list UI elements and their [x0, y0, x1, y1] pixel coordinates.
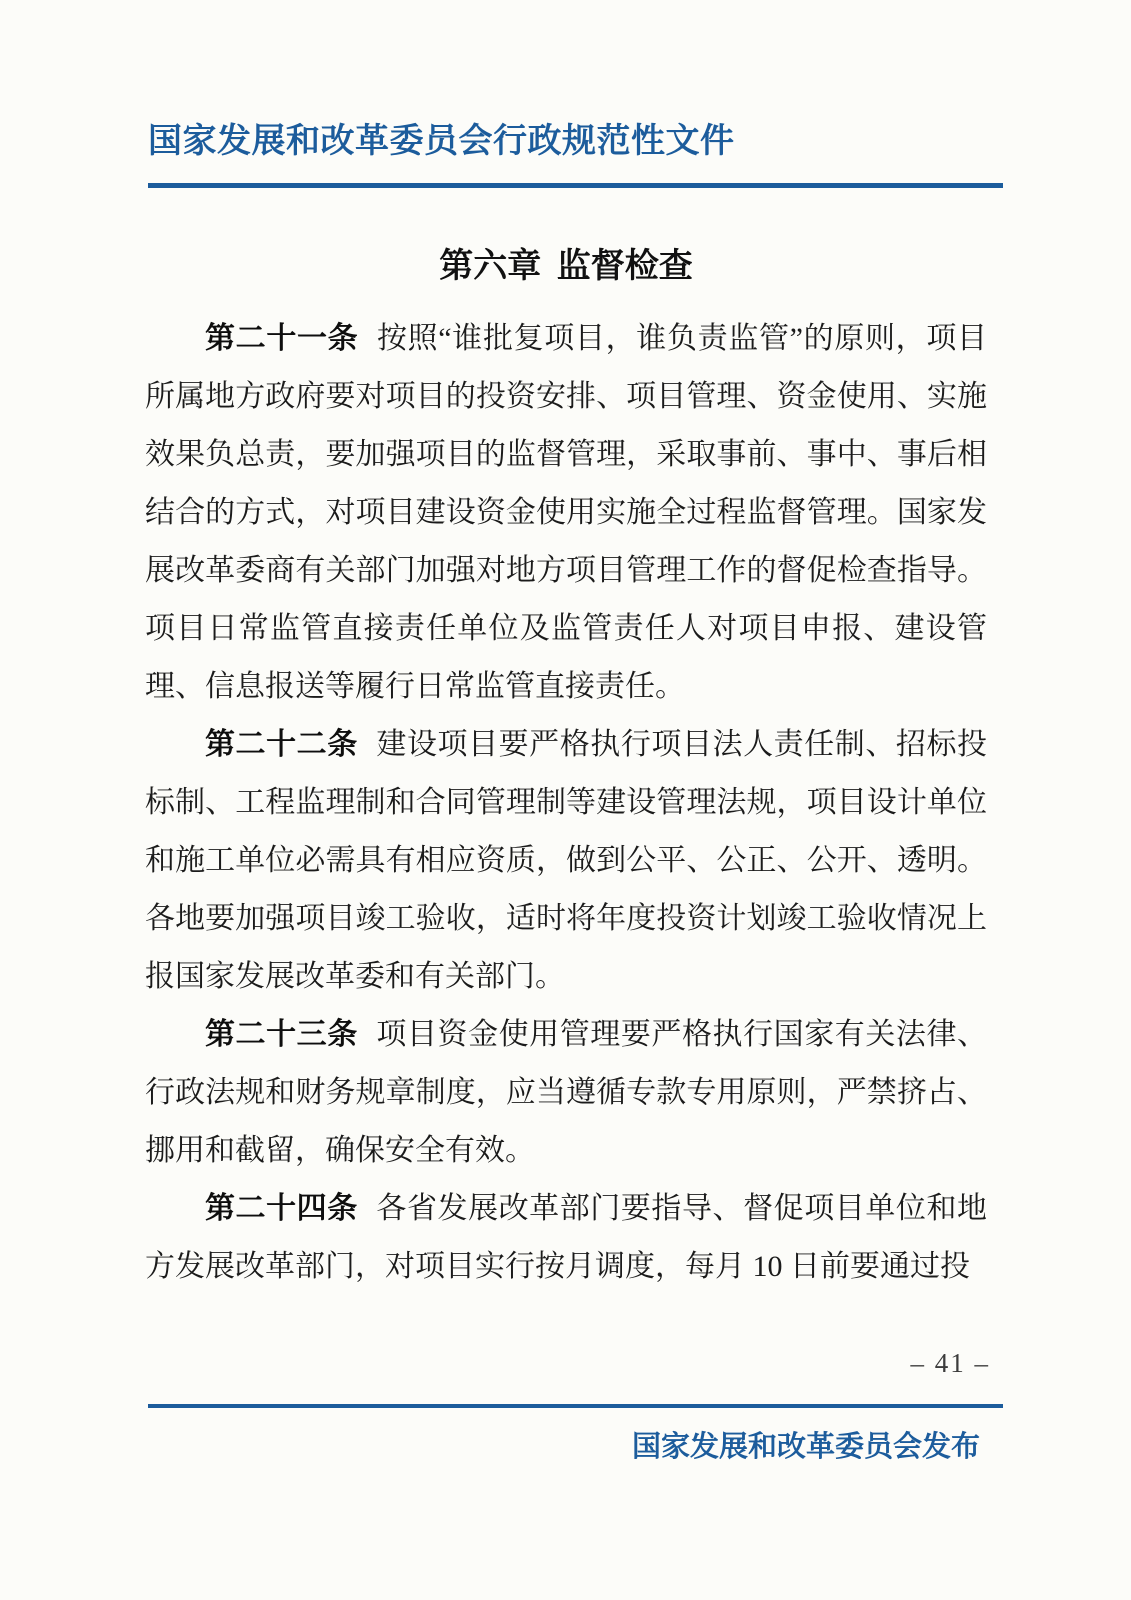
article-text-24: 各省发展改革部门要指导、督促项目单位和地方发展改革部门，对项目实行按月调度，每月 10 日前要通过投	[145, 1192, 988, 1283]
article-paragraph-22	[145, 716, 987, 1006]
article-paragraph-24	[145, 1180, 987, 1296]
chapter-heading: 第六章 监督检查	[439, 247, 693, 285]
document-header-title: 国家发展和改革委员会行政规范性文件	[148, 122, 735, 160]
article-text-21: 按照“谁批复项目，谁负责监管”的原则，项目所属地方政府要对项目的投资安排、项目管理、资金使用、实施效果负总责，要加强项目的监督管理，采取事前、事中、事后相结合的方式，对项目建设资金使用实施全过程监督管理。国家发展改革委商有关部门加强对地方项目管理工作的督促检查指导。项目日常监管直接责任单位及监管责任人对项目申报、建设管理、信息报送等履行日常监管直接责任。	[145, 322, 987, 703]
article-text-22: 建设项目要严格执行项目法人责任制、招标投标制、工程监理制和合同管理制等建设管理法规，项目设计单位和施工单位必需具有相应资质，做到公平、公正、公开、透明。各地要加强项目竣工验收，适时将年度投资计划竣工验收情况上报国家发展改革委和有关部门。	[145, 728, 988, 993]
article-paragraph-21	[145, 310, 987, 716]
article-number-21: 第二十一条	[205, 322, 359, 355]
article-number-22: 第二十二条	[205, 728, 358, 761]
article-number-24: 第二十四条	[205, 1192, 358, 1225]
footer-publisher-label: 国家发展和改革委员会发布	[631, 1431, 980, 1463]
article-number-23: 第二十三条	[205, 1018, 358, 1051]
footer-divider-rule	[148, 1404, 1003, 1408]
page-number: – 41 –	[910, 1348, 990, 1378]
document-body	[145, 244, 987, 1296]
article-paragraph-23	[145, 1006, 987, 1180]
header-divider-rule	[148, 183, 1003, 188]
article-text-23: 项目资金使用管理要严格执行国家有关法律、行政法规和财务规章制度，应当遵循专款专用原则，严禁挤占、挪用和截留，确保安全有效。	[145, 1018, 988, 1167]
